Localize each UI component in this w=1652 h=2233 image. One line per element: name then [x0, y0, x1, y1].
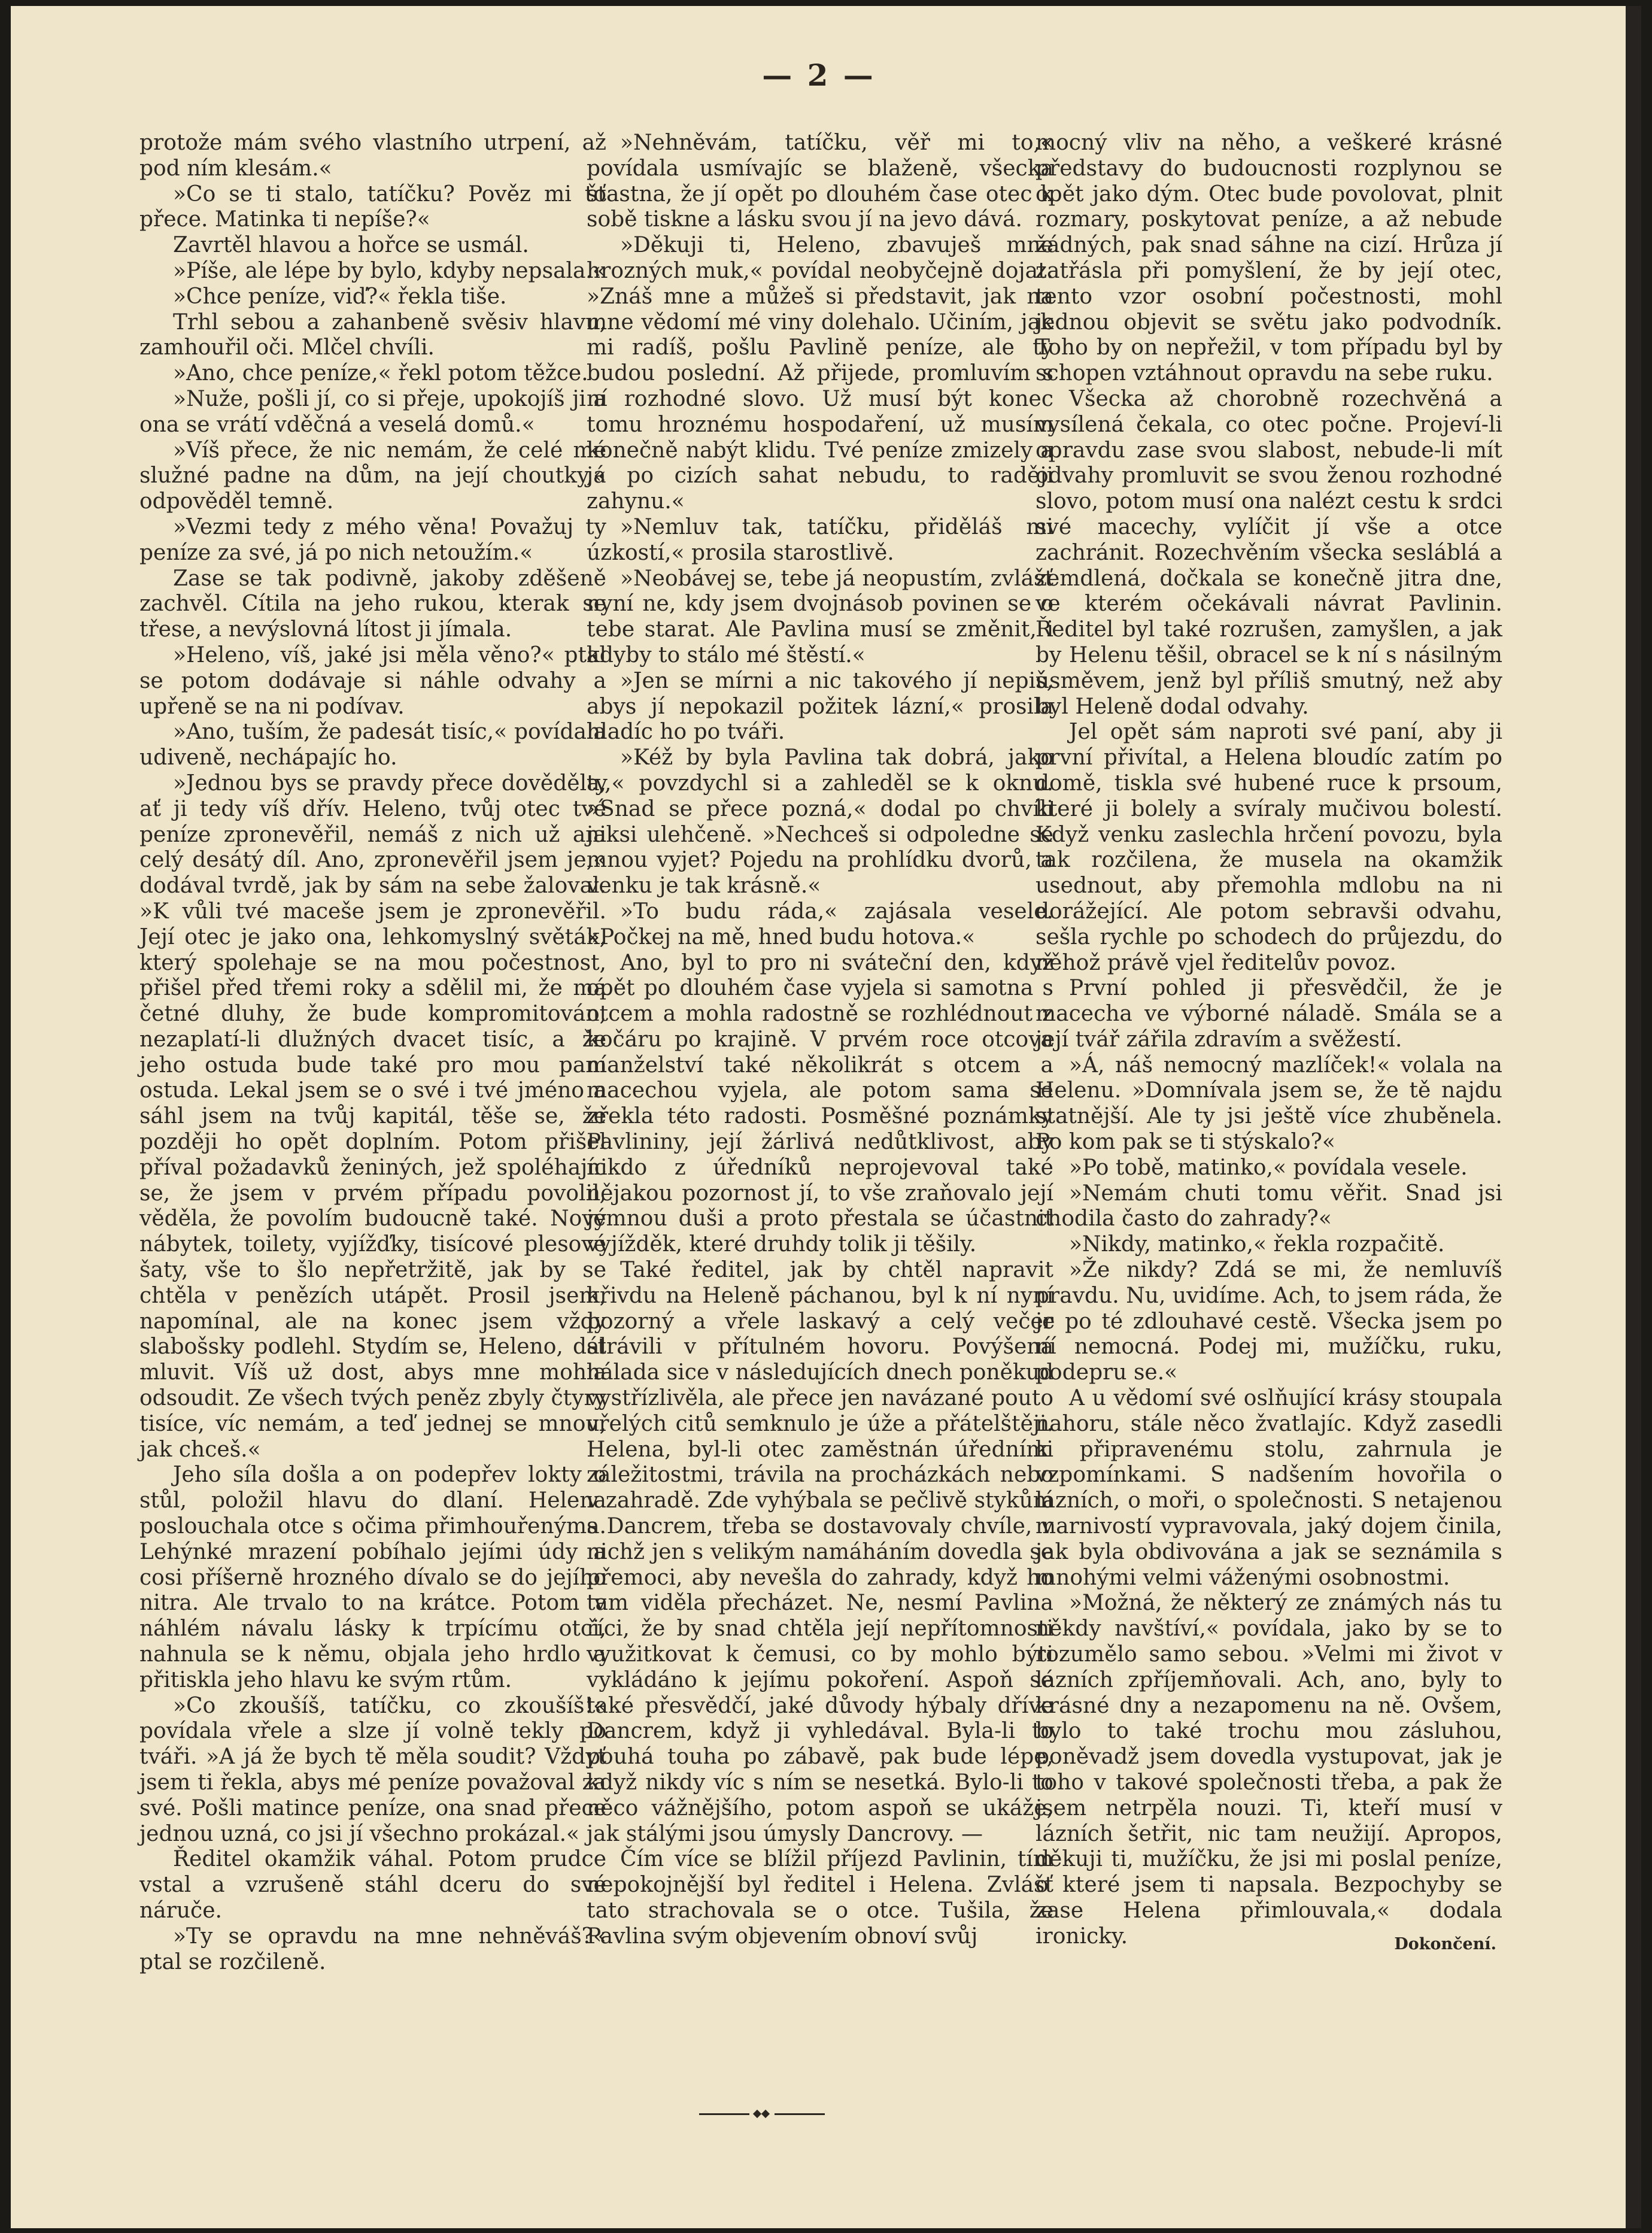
paragraph: A u vědomí své oslňující krásy stoupala nahoru, stále něco žvatlajíc. Když zasedli k připravenému stolu, zahrnula je vzpomínkami. S nadšením hovořila o lázních, o moři, o společnosti. S netajenou marnivostí vypravovala, jaký dojem činila, jak byla obdivována a jak se seznámila s mnohými velmi váženými osobnostmi.	[1035, 1386, 1502, 1590]
paragraph: »Píše, ale lépe by bylo, kdyby nepsala.«	[173, 258, 606, 283]
paragraph: Ředitel okamžik váhal. Potom prudce vstal a vzrušeně stáhl dceru do své náruče.	[139, 1847, 606, 1923]
section-divider-ornament	[699, 2109, 825, 2119]
paragraph: První pohled ji přesvědčil, že je macecha ve výborné náladě. Smála se a její tvář zářila zdravím a svěžestí.	[1035, 976, 1502, 1052]
text-column-1	[139, 131, 606, 1975]
divider-diamond	[761, 2110, 770, 2118]
paragraph: »Že nikdy? Zdá se mi, že nemluvíš pravdu. Nu, uvidíme. Ach, to jsem ráda, že je po té zdlouhavé cestě. Všecka jsem po ní nemocná. Podej mi, mužíčku, ruku, podepru se.«	[1035, 1258, 1502, 1385]
text-column-2	[587, 131, 1053, 1950]
paragraph: »Vezmi tedy z mého věna! Považuj ty peníze za své, já po nich netoužím.«	[139, 514, 606, 565]
paragraph: »Ano, chce peníze,« řekl potom těžce.	[173, 361, 588, 386]
paragraph: Zase se tak podivně, jakoby zděšeně zachvěl. Cítila na jeho rukou, kterak se třese, a nevýslovná lítost ji jímala.	[139, 566, 606, 642]
paragraph: »Heleno, víš, jaké jsi měla věno?« ptal se potom dodávaje si náhle odvahy a upřeně se na ni podívav.	[139, 642, 606, 719]
paragraph: Ano, byl to pro ni sváteční den, když opět po dlouhém čase vyjela si samotna s otcem a mohla radostně se rozhlédnout z kočáru po krajině. V prvém roce otcova manželství také několikrát s otcem a macechou vyjela, ale potom sama se zřekla této radosti. Posměšné poznámky Pavlininy, její žárlivá nedůtklivost, aby nikdo z úředníků neprojevoval také nějakou pozornost jí, to vše zraňovalo její jemnou duši a proto přestala se účastnit vyjížděk, které druhdy tolik ji těšily.	[587, 950, 1053, 1257]
text-column-3	[1035, 131, 1502, 1957]
paragraph: Zavrtěl hlavou a hořce se usmál.	[173, 233, 529, 258]
paragraph: »Á, náš nemocný mazlíček!« volala na Helenu. »Domnívala jsem se, že tě najdu statnější. Ale ty jsi ještě více zhuběnela. Po kom pak se ti stýskalo?«	[1035, 1052, 1502, 1155]
continuation-note: Dokončení.	[1394, 1934, 1496, 1953]
paragraph: »Nehněvám, tatíčku, věř mi to,« povídala usmívajíc se blaženě, všecka šťastna, že jí opět po dlouhém čase otec k sobě tiskne a lásku svou jí na jevo dává.	[587, 131, 1053, 232]
paragraph: »To budu ráda,« zajásala vesele. »Počkej na mě, hned budu hotova.«	[587, 899, 1053, 949]
paragraph: »Možná, že některý ze známých nás tu někdy navštíví,« povídala, jako by se to rozumělo samo sebou. »Velmi mi život v lázních zpříjemňovali. Ach, ano, byly to krásné dny a nezapomenu na ně. Ovšem, bylo to také trochu mou zásluhou, poněvadž jsem dovedla vystupovat, jak je toho v takové společnosti třeba, a pak že jsem netrpěla nouzi. Ti, kteří musí v lázních šetřit, nic tam neužijí. Apropos, děkuji ti, mužíčku, že jsi mi poslal peníze, o které jsem ti napsala. Bezpochyby se zase Helena přimlouvala,« dodala ironicky.	[1035, 1591, 1502, 1949]
newspaper-page	[11, 6, 1641, 2228]
paragraph: »Děkuji ti, Heleno, zbavuješ mne hrozných muk,« povídal neobyčejně dojat. »Znáš mne a můžeš si představit, jak na mne vědomí mé viny dolehalo. Učiním, jak mi radíš, pošlu Pavlině peníze, ale ty budou poslední. Až přijede, promluvím s ní rozhodné slovo. Už musí být konec tomu hroznému hospodaření, už musím konečně nabýt klidu. Tvé peníze zmizely a já po cizích sahat nebudu, to raději zahynu.«	[587, 233, 1053, 514]
paragraph: »Ty se opravdu na mne nehněváš?« ptal se rozčileně.	[139, 1923, 606, 1974]
paragraph: Trhl sebou a zahanbeně svěsiv hlavu, zamhouřil oči. Mlčel chvíli.	[139, 310, 606, 360]
paragraph: »Nemám chuti tomu věřit. Snad jsi chodila často do zahrady?«	[1035, 1181, 1502, 1231]
paragraph: »Co zkoušíš, tatíčku, co zkoušíš!« povídala vřele a slze jí volně tekly po tváři. »A já že bych tě měla soudit? Vždyť jsem ti řekla, abys mé peníze považoval za své. Pošli matince peníze, ona snad přece jednou uzná, co jsi jí všechno prokázal.«	[139, 1693, 606, 1846]
paragraph: »Co se ti stalo, tatíčku? Pověz mi to přece. Matinka ti nepíše?«	[139, 181, 606, 232]
paragraph: »Chce peníze, viď?« řekla tiše.	[173, 284, 507, 309]
paragraph: »Nemluv tak, tatíčku, přiděláš mi úzkostí,« prosila starostlivě.	[587, 514, 1053, 565]
paragraph: »Jednou bys se pravdy přece dověděla, ať ji tedy víš dřív. Heleno, tvůj otec tvé peníze zpronevěřil, nemáš z nich už ani celý desátý díl. Ano, zpronevěřil jsem je,« dodával tvrdě, jak by sám na sebe žaloval. »K vůli tvé maceše jsem je zpronevěřil. Její otec je jako ona, lehkomyslný světák, který spolehaje se na mou počestnost, přišel před třemi roky a sdělil mi, že má četné dluhy, že bude kompromitován, nezaplatí-li dlužných dvacet tisíc, a že jeho ostuda bude také pro mou paní ostuda. Lekal jsem se o své i tvé jméno a sáhl jsem na tvůj kapitál, těše se, že později ho opět doplním. Potom přišel příval požadavků ženiných, jež spoléhajíc se, že jsem v prvém případu povolil, věděla, že povolím budoucně také. Nový nábytek, toilety, vyjížďky, tisícové plesové šaty, vše to šlo nepřetržitě, jak by se chtěla v penězích utápět. Prosil jsem, napomínal, ale na konec jsem vždy slabošsky podlehl. Stydím se, Heleno, dál mluvit. Víš už dost, abys mne mohla odsoudit. Ze všech tvých peněz zbyly čtyry tisíce, víc nemám, a teď jednej se mnou, jak chceš.«	[139, 770, 606, 1462]
paragraph: »Jen se mírni a nic takového jí nepiš, abys jí nepokazil požitek lázní,« prosila hladíc ho po tváři.	[587, 668, 1053, 745]
divider-line-right	[775, 2113, 825, 2115]
paragraph: mocný vliv na něho, a veškeré krásné představy do budoucnosti rozplynou se opět jako dým. Otec bude povolovat, plnit rozmary, poskytovat peníze, a až nebude žádných, pak snad sáhne na cizí. Hrůza jí zatřásla při pomyšlení, že by její otec, tento vzor osobní počestnosti, mohl jednou objevit se světu jako podvodník. Toho by on nepřežil, v tom případu byl by schopen vztáhnout opravdu na sebe ruku.	[1035, 131, 1502, 386]
paragraph: »Neobávej se, tebe já neopustím, zvlášť nyní ne, kdy jsem dvojnásob povinen se o tebe starat. Ale Pavlina musí se změnit, i kdyby to stálo mé štěstí.«	[587, 566, 1053, 668]
paragraph: Jeho síla došla a on podepřev lokty o stůl, položil hlavu do dlaní. Helena poslouchala otce s očima přimhouřenýma. Lehýnké mrazení pobíhalo jejími údy a cosi příšerně hrozného dívalo se do jejího nitra. Ale trvalo to na krátce. Potom v náhlém návalu lásky k trpícímu otci, nahnula se k němu, objala jeho hrdlo a přitiskla jeho hlavu ke svým rtům.	[139, 1463, 606, 1692]
paragraph: Čím více se blížil příjezd Pavlinin, tím nepokojnější byl ředitel i Helena. Zvlášť tato strachovala se o otce. Tušila, že Pavlina svým objevením obnoví svůj	[587, 1847, 1053, 1949]
paragraph: Jel opět sám naproti své paní, aby ji první přivítal, a Helena bloudíc zatím po domě, tiskla své hubené ruce k prsoum, které ji bolely a svíraly mučivou bolestí. Když venku zaslechla hrčení povozu, byla tak rozčilena, že musela na okamžik usednout, aby přemohla mdlobu na ni dorážející. Ale potom sebravši odvahu, sešla rychle po schodech do průjezdu, do něhož právě vjel ředitelův povoz.	[1035, 720, 1502, 975]
divider-diamond	[753, 2110, 761, 2118]
paragraph: »Po tobě, matinko,« povídala vesele.	[1069, 1155, 1468, 1180]
paragraph: protože mám svého vlastního utrpení, až pod ním klesám.«	[139, 131, 606, 181]
divider-line-left	[699, 2113, 749, 2115]
paragraph: »Víš přece, že nic nemám, že celé mé služné padne na dům, na její choutky,« odpověděl temně.	[139, 438, 606, 514]
paragraph: Také ředitel, jak by chtěl napravit křivdu na Heleně páchanou, byl k ní nyní pozorný a vřele laskavý a celý večer strávili v přítulném hovoru. Povýšená nálada sice v následujících dnech poněkud vystřízlivěla, ale přece jen navázané pouto vřelých citů semknulo je úže a přátelštěji. Helena, byl-li otec zaměstnán úředními záležitostmi, trávila na procházkách nebo v zahradě. Zde vyhýbala se pečlivě stykům s Dancrem, třeba se dostavovaly chvíle, v nichž jen s velikým namáháním dovedla se přemoci, aby nevešla do zahrady, když ho tam viděla přecházet. Ne, nesmí Pavlina říci, že by snad chtěla její nepřítomnosti využitkovat k čemusi, co by mohlo býti vykládáno k jejímu pokoření. Aspoň se také přesvědčí, jaké důvody hýbaly dříve Dancrem, když ji vyhledával. Byla-li to pouhá touha po zábavě, pak bude lépe, když nikdy víc s ním se nesetká. Bylo-li to něco vážnějšího, potom aspoň se ukáže, jak stálými jsou úmysly Dancrovy. —	[587, 1258, 1053, 1846]
paragraph: »Ano, tuším, že padesát tisíc,« povídala udiveně, nechápajíc ho.	[139, 720, 606, 770]
paragraph: »Nikdy, matinko,« řekla rozpačitě.	[1069, 1232, 1445, 1257]
paragraph: Všecka až chorobně rozechvěná a vysílená čekala, co otec počne. Projeví-li opravdu zase svou slabost, nebude-li mít odvahy promluvit se svou ženou rozhodné slovo, potom musí ona nalézt cestu k srdci své macechy, vylíčit jí vše a otce zachránit. Rozechvěním všecka sesláblá a zemdlená, dočkala se konečně jitra dne, ve kterém očekávali návrat Pavlinin. Ředitel byl také rozrušen, zamyšlen, a jak by Helenu těšil, obracel se k ní s násilným úsměvem, jenž byl příliš smutný, než aby byl Heleně dodal odvahy.	[1035, 386, 1502, 719]
paragraph: »Kéž by byla Pavlina tak dobrá, jako ty,« povzdychl si a zahleděl se k oknu. »Snad se přece pozná,« dodal po chvíli jaksi ulehčeně. »Nechceš si odpoledne se mnou vyjet? Pojedu na prohlídku dvorů, a venku je tak krásně.«	[587, 745, 1053, 899]
page-number: — 2 —	[762, 57, 876, 93]
paragraph: »Nuže, pošli jí, co si přeje, upokojíš ji a ona se vrátí vděčná a veselá domů.«	[139, 386, 606, 437]
